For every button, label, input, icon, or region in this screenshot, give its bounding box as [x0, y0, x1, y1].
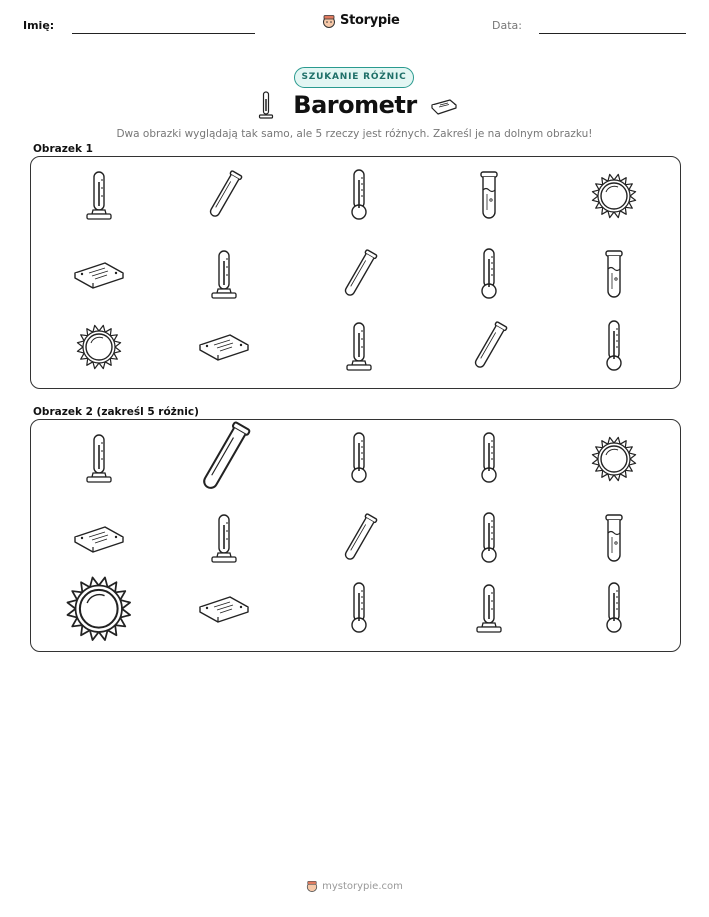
storypie-mascot-icon [322, 14, 336, 28]
brand-logo [322, 13, 400, 28]
title-plate-icon [428, 98, 458, 116]
instructions-text: Dwa obrazki wyglądają tak samo, ale 5 rzeczy jest różnych. Zakreśl je na dolnym obrazku! [116, 128, 593, 140]
date-line[interactable] [539, 33, 686, 34]
name-label: Imię: [23, 19, 55, 32]
page-title: Barometr [293, 91, 417, 119]
title-thermometer-icon [259, 91, 273, 123]
date-label: Data: [492, 19, 522, 32]
picture-2-panel[interactable] [30, 419, 681, 652]
picture-1-panel [30, 156, 681, 389]
footer-url: mystorypie.com [322, 880, 403, 892]
activity-badge: SZUKANIE RÓŻNIC [294, 67, 414, 88]
footer-mascot-icon [306, 880, 318, 892]
brand-name: Storypie [340, 13, 400, 28]
name-line[interactable] [72, 33, 255, 34]
picture-2-label: Obrazek 2 (zakreśl 5 różnic) [33, 406, 199, 418]
picture-1-label: Obrazek 1 [33, 143, 93, 155]
footer [0, 880, 709, 892]
